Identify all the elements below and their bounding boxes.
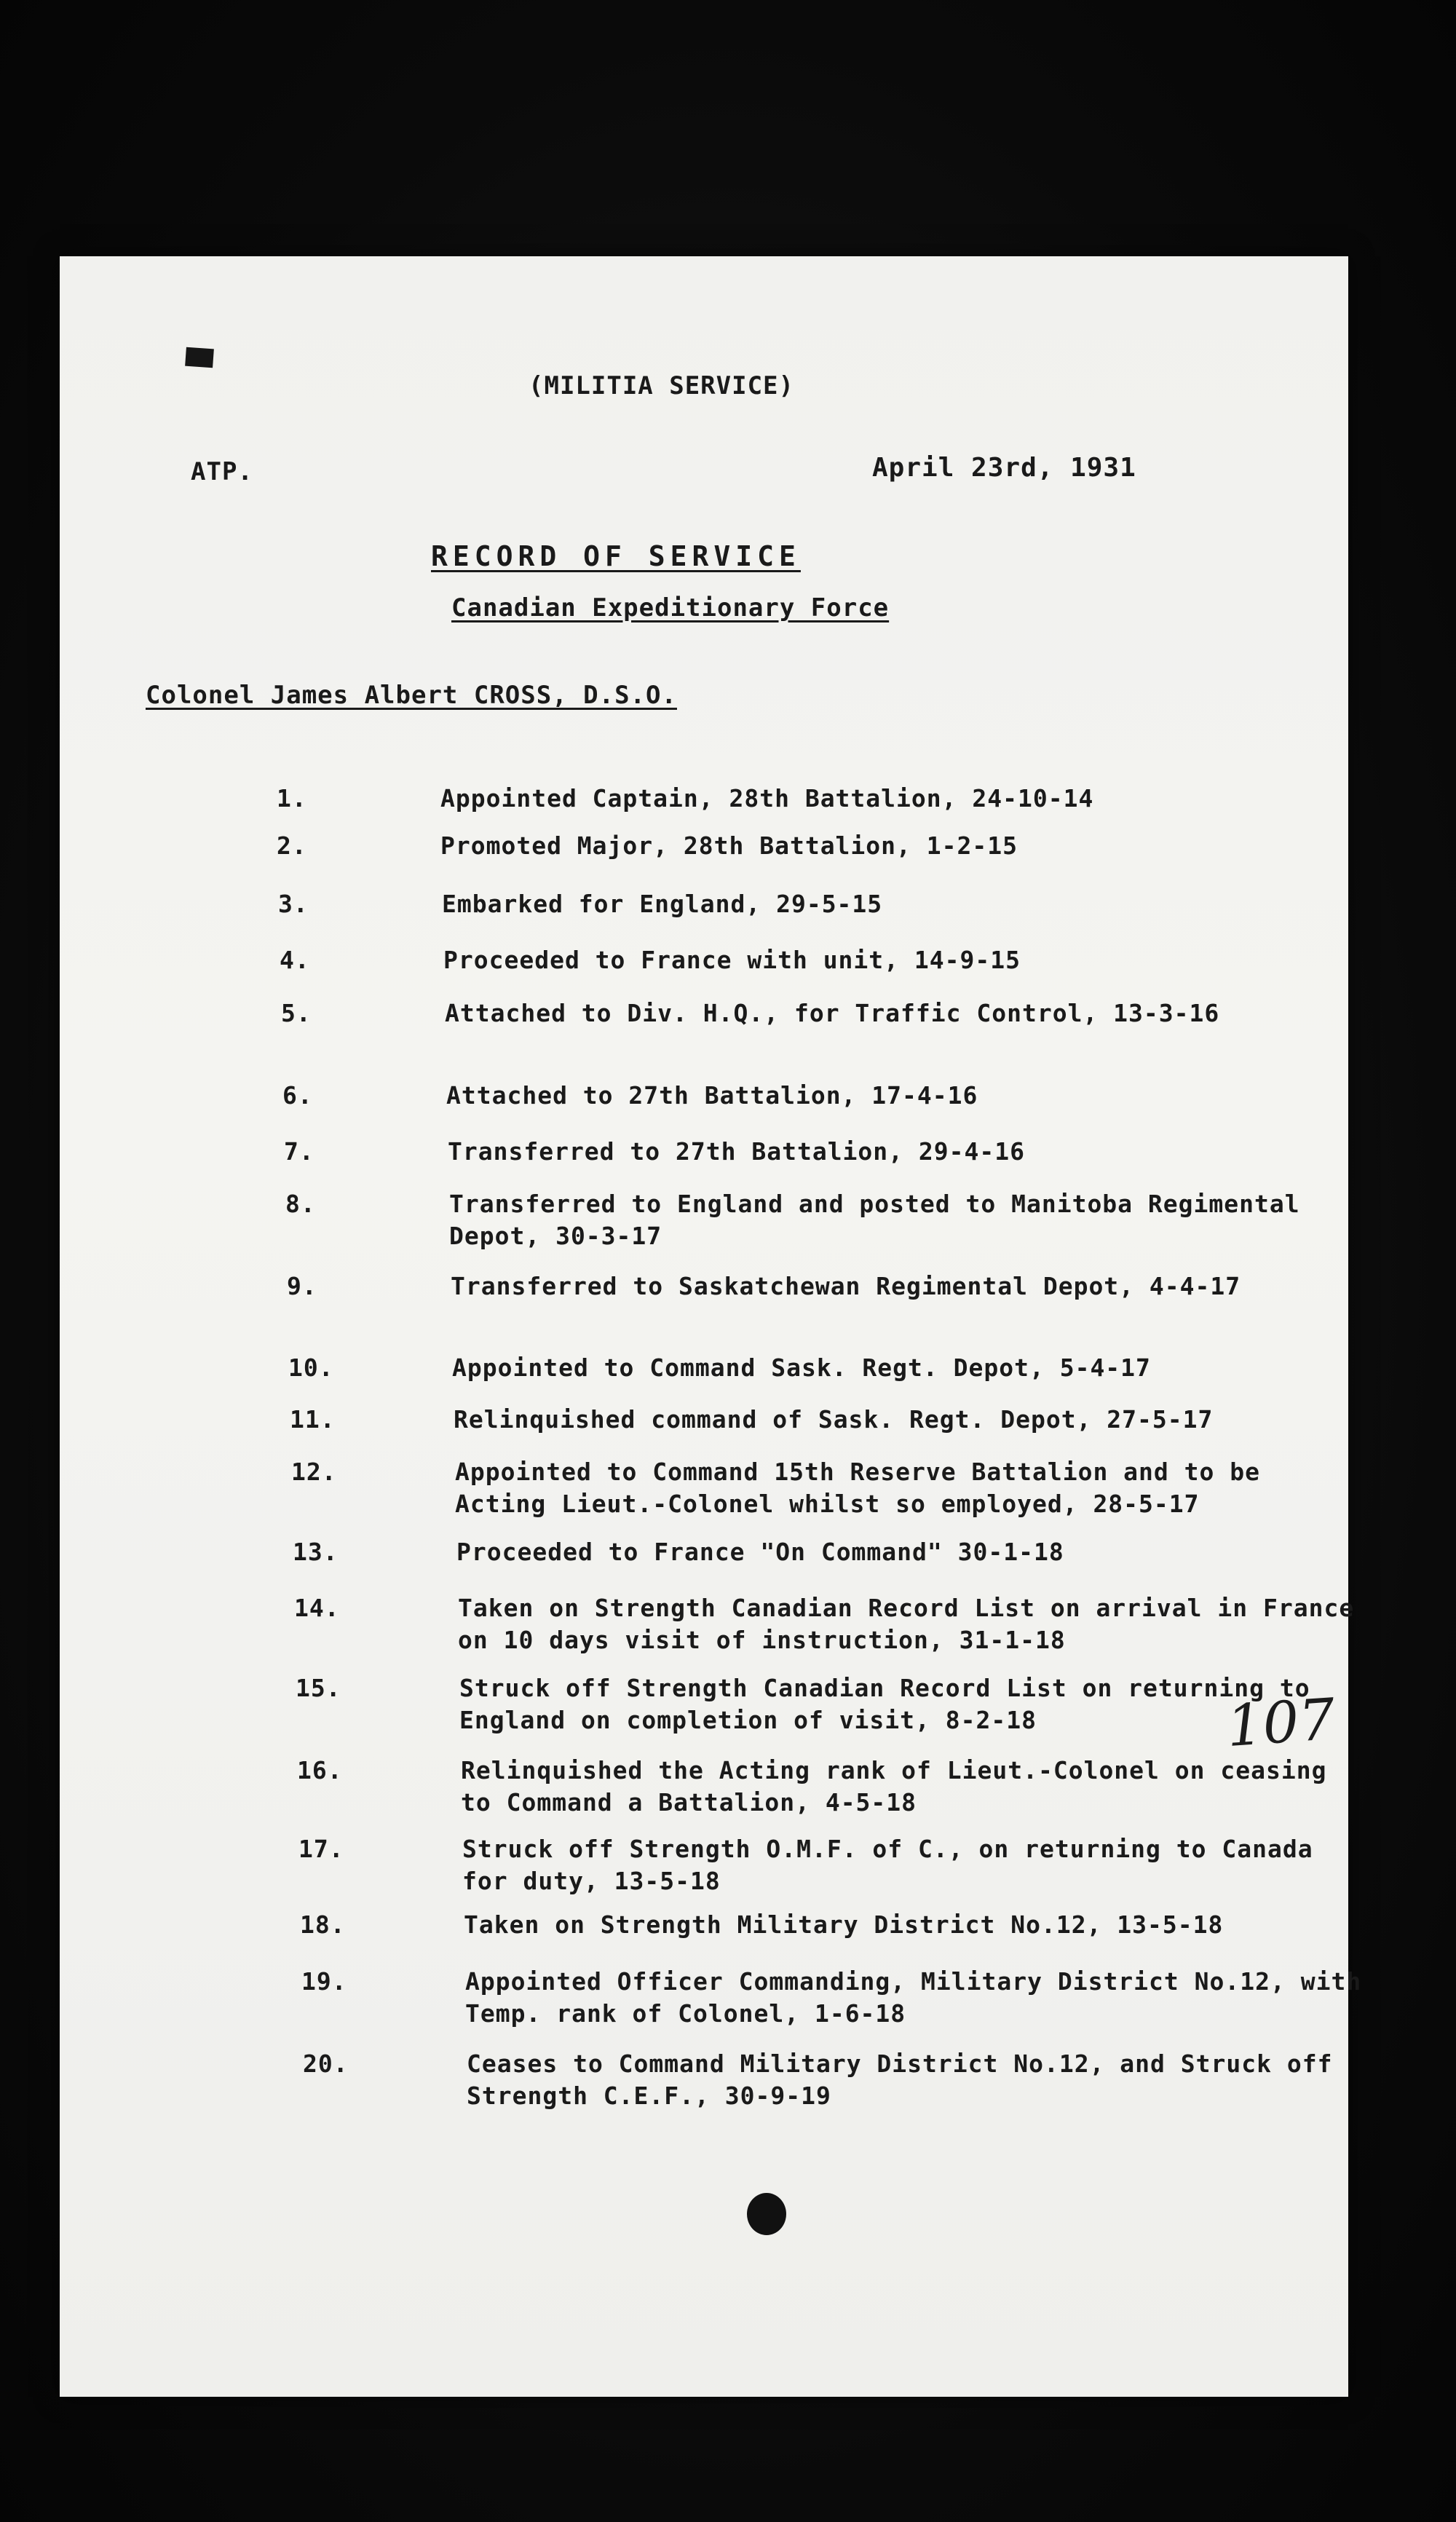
document-date: April 23rd, 1931 <box>872 453 1136 483</box>
reference-code: ATP. <box>191 457 253 486</box>
entry-text: Taken on Strength Military District No.12, 13-5-18 <box>464 1910 1224 1939</box>
entry-text: Relinquished command of Sask. Regt. Depot, 27-5-17 <box>454 1405 1214 1434</box>
entry-number: 2. <box>277 831 307 860</box>
entry-number: 13. <box>293 1538 339 1566</box>
entry-number: 17. <box>298 1835 344 1863</box>
ink-mark <box>185 347 214 368</box>
entry-number: 9. <box>287 1272 317 1300</box>
entry-number: 4. <box>280 946 310 974</box>
entry-number: 11. <box>290 1405 336 1434</box>
entry-text: Proceeded to France with unit, 14-9-15 <box>443 946 1021 974</box>
document-title: RECORD OF SERVICE <box>431 540 801 572</box>
entry-text: Appointed Officer Commanding, Military District No.12, with Temp. rank of Colonel, 1-6-18 <box>465 1967 1362 2028</box>
entry-text: Relinquished the Acting rank of Lieut.-Colonel on ceasing to Command a Battalion, 4-5-18 <box>461 1756 1327 1817</box>
entry-text: Struck off Strength Canadian Record List on returning to England on completion of visit, 8-2-18 <box>459 1674 1310 1734</box>
entry-number: 7. <box>284 1137 314 1166</box>
service-type-heading: (MILITIA SERVICE) <box>529 371 794 400</box>
entry-text: Taken on Strength Canadian Record List on arrival in France on 10 days visit of instruction, 31-1-18 <box>458 1594 1355 1654</box>
entry-number: 14. <box>294 1594 340 1622</box>
entry-number: 8. <box>285 1190 316 1218</box>
entry-text: Proceeded to France "On Command" 30-1-18 <box>456 1538 1064 1566</box>
entry-number: 3. <box>278 890 309 918</box>
entry-text: Promoted Major, 28th Battalion, 1-2-15 <box>440 831 1018 860</box>
entry-number: 6. <box>282 1081 313 1110</box>
document-subtitle: Canadian Expeditionary Force <box>451 593 890 622</box>
entry-text: Appointed to Command Sask. Regt. Depot, 5-4-17 <box>452 1353 1151 1382</box>
entry-number: 19. <box>301 1967 347 1996</box>
entry-text: Appointed Captain, 28th Battalion, 24-10-14 <box>440 784 1094 813</box>
entry-text: Transferred to 27th Battalion, 29-4-16 <box>448 1137 1025 1166</box>
entry-text: Attached to Div. H.Q., for Traffic Control, 13-3-16 <box>445 999 1220 1027</box>
entry-number: 12. <box>291 1458 337 1486</box>
entry-number: 10. <box>288 1353 334 1382</box>
entry-text: Transferred to England and posted to Manitoba Regimental Depot, 30-3-17 <box>449 1190 1300 1250</box>
entry-text: Attached to 27th Battalion, 17-4-16 <box>446 1081 978 1110</box>
entry-text: Embarked for England, 29-5-15 <box>442 890 883 918</box>
entry-number: 5. <box>281 999 312 1027</box>
entry-number: 15. <box>296 1674 341 1702</box>
entry-text: Transferred to Saskatchewan Regimental Depot, 4-4-17 <box>451 1272 1241 1300</box>
entry-number: 20. <box>303 2049 349 2078</box>
binder-hole <box>747 2193 786 2235</box>
entry-text: Ceases to Command Military District No.12, and Struck off Strength C.E.F., 30-9-19 <box>467 2049 1333 2110</box>
entry-text: Appointed to Command 15th Reserve Battalion and to be Acting Lieut.-Colonel whilst so employed, 28-5-17 <box>455 1458 1260 1518</box>
entry-number: 18. <box>300 1910 346 1939</box>
entry-text: Struck off Strength O.M.F. of C., on returning to Canada for duty, 13-5-18 <box>462 1835 1313 1895</box>
handwritten-page-number: 107 <box>1224 1686 1337 1760</box>
officer-name: Colonel James Albert CROSS, D.S.O. <box>146 681 677 710</box>
entry-number: 16. <box>297 1756 343 1784</box>
entry-number: 1. <box>277 784 307 813</box>
